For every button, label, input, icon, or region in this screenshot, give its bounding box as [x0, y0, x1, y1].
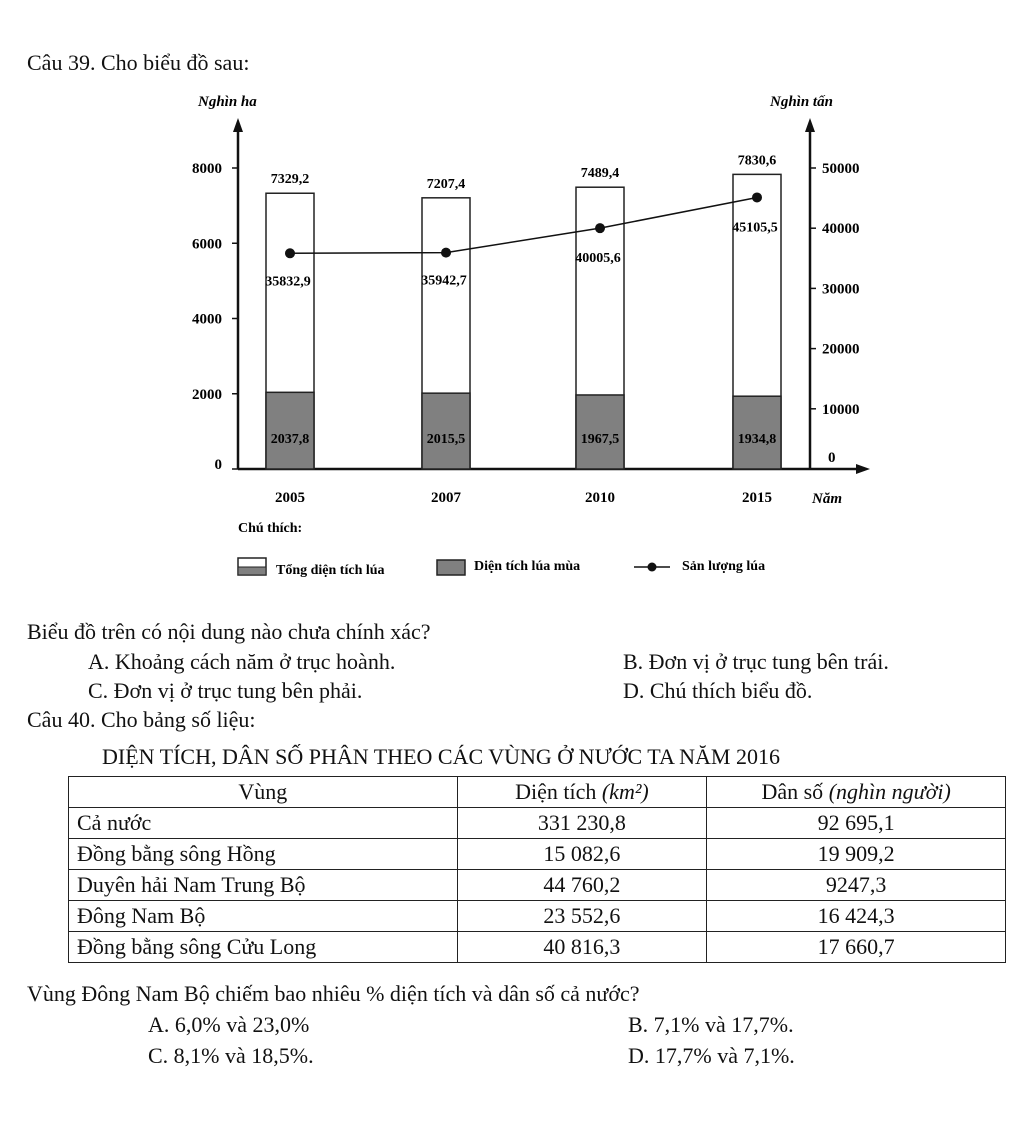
legend-title: Chú thích:	[238, 521, 303, 536]
q40-option-c[interactable]: C. 8,1% và 18,5%.	[148, 1043, 314, 1068]
right-tick-label: 40000	[822, 221, 860, 238]
question-39-title: Câu 39. Cho biểu đồ sau:	[27, 50, 250, 75]
production-label: 35942,7	[421, 273, 467, 289]
q40-option-d[interactable]: D. 17,7% và 7,1%.	[628, 1043, 795, 1068]
left-axis-arrow-icon	[233, 118, 243, 132]
production-point	[752, 192, 762, 202]
bar-total-label: 7830,6	[737, 153, 777, 169]
production-point	[595, 223, 605, 233]
production-label: 45105,5	[732, 220, 778, 236]
cell-area: 15 082,6	[457, 839, 707, 870]
legend-swatch-total-base	[238, 567, 266, 575]
legend-marker-production	[648, 563, 657, 572]
left-axis-label: Nghìn ha	[198, 94, 257, 110]
header-region: Vùng	[69, 777, 458, 808]
table-title: DIỆN TÍCH, DÂN SỐ PHÂN THEO CÁC VÙNG Ở NƯỚC TA NĂM 2016	[102, 744, 780, 769]
data-table	[68, 776, 1006, 963]
table-header-row	[69, 777, 1006, 808]
right-tick-label: 20000	[822, 341, 860, 358]
x-axis-arrow-icon	[856, 464, 870, 474]
bar-seasonal-label: 2015,5	[426, 432, 466, 447]
header-area-label: Diện tích	[515, 779, 602, 804]
right-tick-label: 0	[828, 450, 836, 466]
bar-seasonal-area	[266, 392, 314, 469]
cell-population: 17 660,7	[707, 932, 1006, 963]
x-tick-label: 2005	[275, 490, 305, 506]
production-point	[441, 248, 451, 258]
bar-total-label: 7207,4	[426, 176, 466, 192]
right-axis-arrow-icon	[805, 118, 815, 132]
production-point	[285, 248, 295, 258]
cell-region: Cả nước	[69, 808, 458, 839]
header-area	[457, 777, 707, 808]
right-tick-label: 50000	[822, 161, 860, 177]
q40-option-a[interactable]: A. 6,0% và 23,0%	[148, 1012, 310, 1037]
q39-option-c[interactable]: C. Đơn vị ở trục tung bên phải.	[88, 678, 363, 703]
q39-option-a[interactable]: A. Khoảng cách năm ở trục hoành.	[88, 649, 396, 674]
table-row	[69, 808, 1006, 839]
right-axis-label: Nghìn tấn	[770, 94, 833, 110]
cell-region: Đông Nam Bộ	[69, 901, 458, 932]
bar-seasonal-label: 1934,8	[737, 432, 777, 447]
q39-option-d[interactable]: D. Chú thích biểu đồ.	[623, 678, 813, 703]
production-line	[290, 197, 757, 253]
x-tick-label: 2015	[742, 490, 772, 506]
question-40-text: Vùng Đông Nam Bộ chiếm bao nhiêu % diện tích và dân số cả nước?	[27, 981, 640, 1006]
header-area-unit: (km²)	[601, 779, 649, 804]
legend-label-total: Tổng diện tích lúa	[276, 563, 385, 578]
cell-region: Đồng bằng sông Cửu Long	[69, 932, 458, 963]
legend-label-production: Sản lượng lúa	[682, 559, 766, 574]
legend-label-seasonal: Diện tích lúa mùa	[474, 559, 581, 574]
cell-region: Duyên hải Nam Trung Bộ	[69, 870, 458, 901]
question-40-title: Câu 40. Cho bảng số liệu:	[27, 707, 256, 732]
cell-population: 16 424,3	[707, 901, 1006, 932]
cell-area: 44 760,2	[457, 870, 707, 901]
x-axis-label: Năm	[812, 491, 842, 507]
cell-area: 23 552,6	[457, 901, 707, 932]
bar-seasonal-label: 2037,8	[270, 432, 310, 447]
cell-population: 19 909,2	[707, 839, 1006, 870]
header-population-unit: (nghìn người)	[828, 779, 951, 804]
left-tick-label: 8000	[192, 161, 222, 177]
right-tick-label: 30000	[822, 281, 860, 298]
left-tick-label: 0	[214, 457, 222, 473]
cell-area: 40 816,3	[457, 932, 707, 963]
cell-population: 9247,3	[707, 870, 1006, 901]
left-tick-label: 6000	[192, 236, 222, 253]
x-tick-label: 2010	[585, 490, 615, 506]
bar-total-label: 7329,2	[270, 172, 310, 188]
bar-seasonal-label: 1967,5	[580, 432, 620, 447]
legend-swatch-seasonal	[437, 560, 465, 575]
table-row	[69, 870, 1006, 901]
header-population	[707, 777, 1006, 808]
cell-area: 331 230,8	[457, 808, 707, 839]
q39-option-b[interactable]: B. Đơn vị ở trục tung bên trái.	[623, 649, 889, 674]
question-39-text: Biểu đồ trên có nội dung nào chưa chính xác?	[27, 619, 431, 644]
cell-region: Đồng bằng sông Hồng	[69, 839, 458, 870]
production-label: 40005,6	[575, 251, 621, 267]
left-tick-label: 4000	[192, 311, 222, 328]
production-label: 35832,9	[265, 274, 311, 290]
x-tick-label: 2007	[431, 490, 461, 506]
table-row	[69, 839, 1006, 870]
bar-total-label: 7489,4	[580, 166, 620, 182]
table-row	[69, 901, 1006, 932]
cell-population: 92 695,1	[707, 808, 1006, 839]
header-population-label: Dân số	[761, 779, 829, 804]
table-row	[69, 932, 1006, 963]
right-tick-label: 10000	[822, 401, 860, 418]
left-tick-label: 2000	[192, 386, 222, 403]
q40-option-b[interactable]: B. 7,1% và 17,7%.	[628, 1012, 794, 1037]
